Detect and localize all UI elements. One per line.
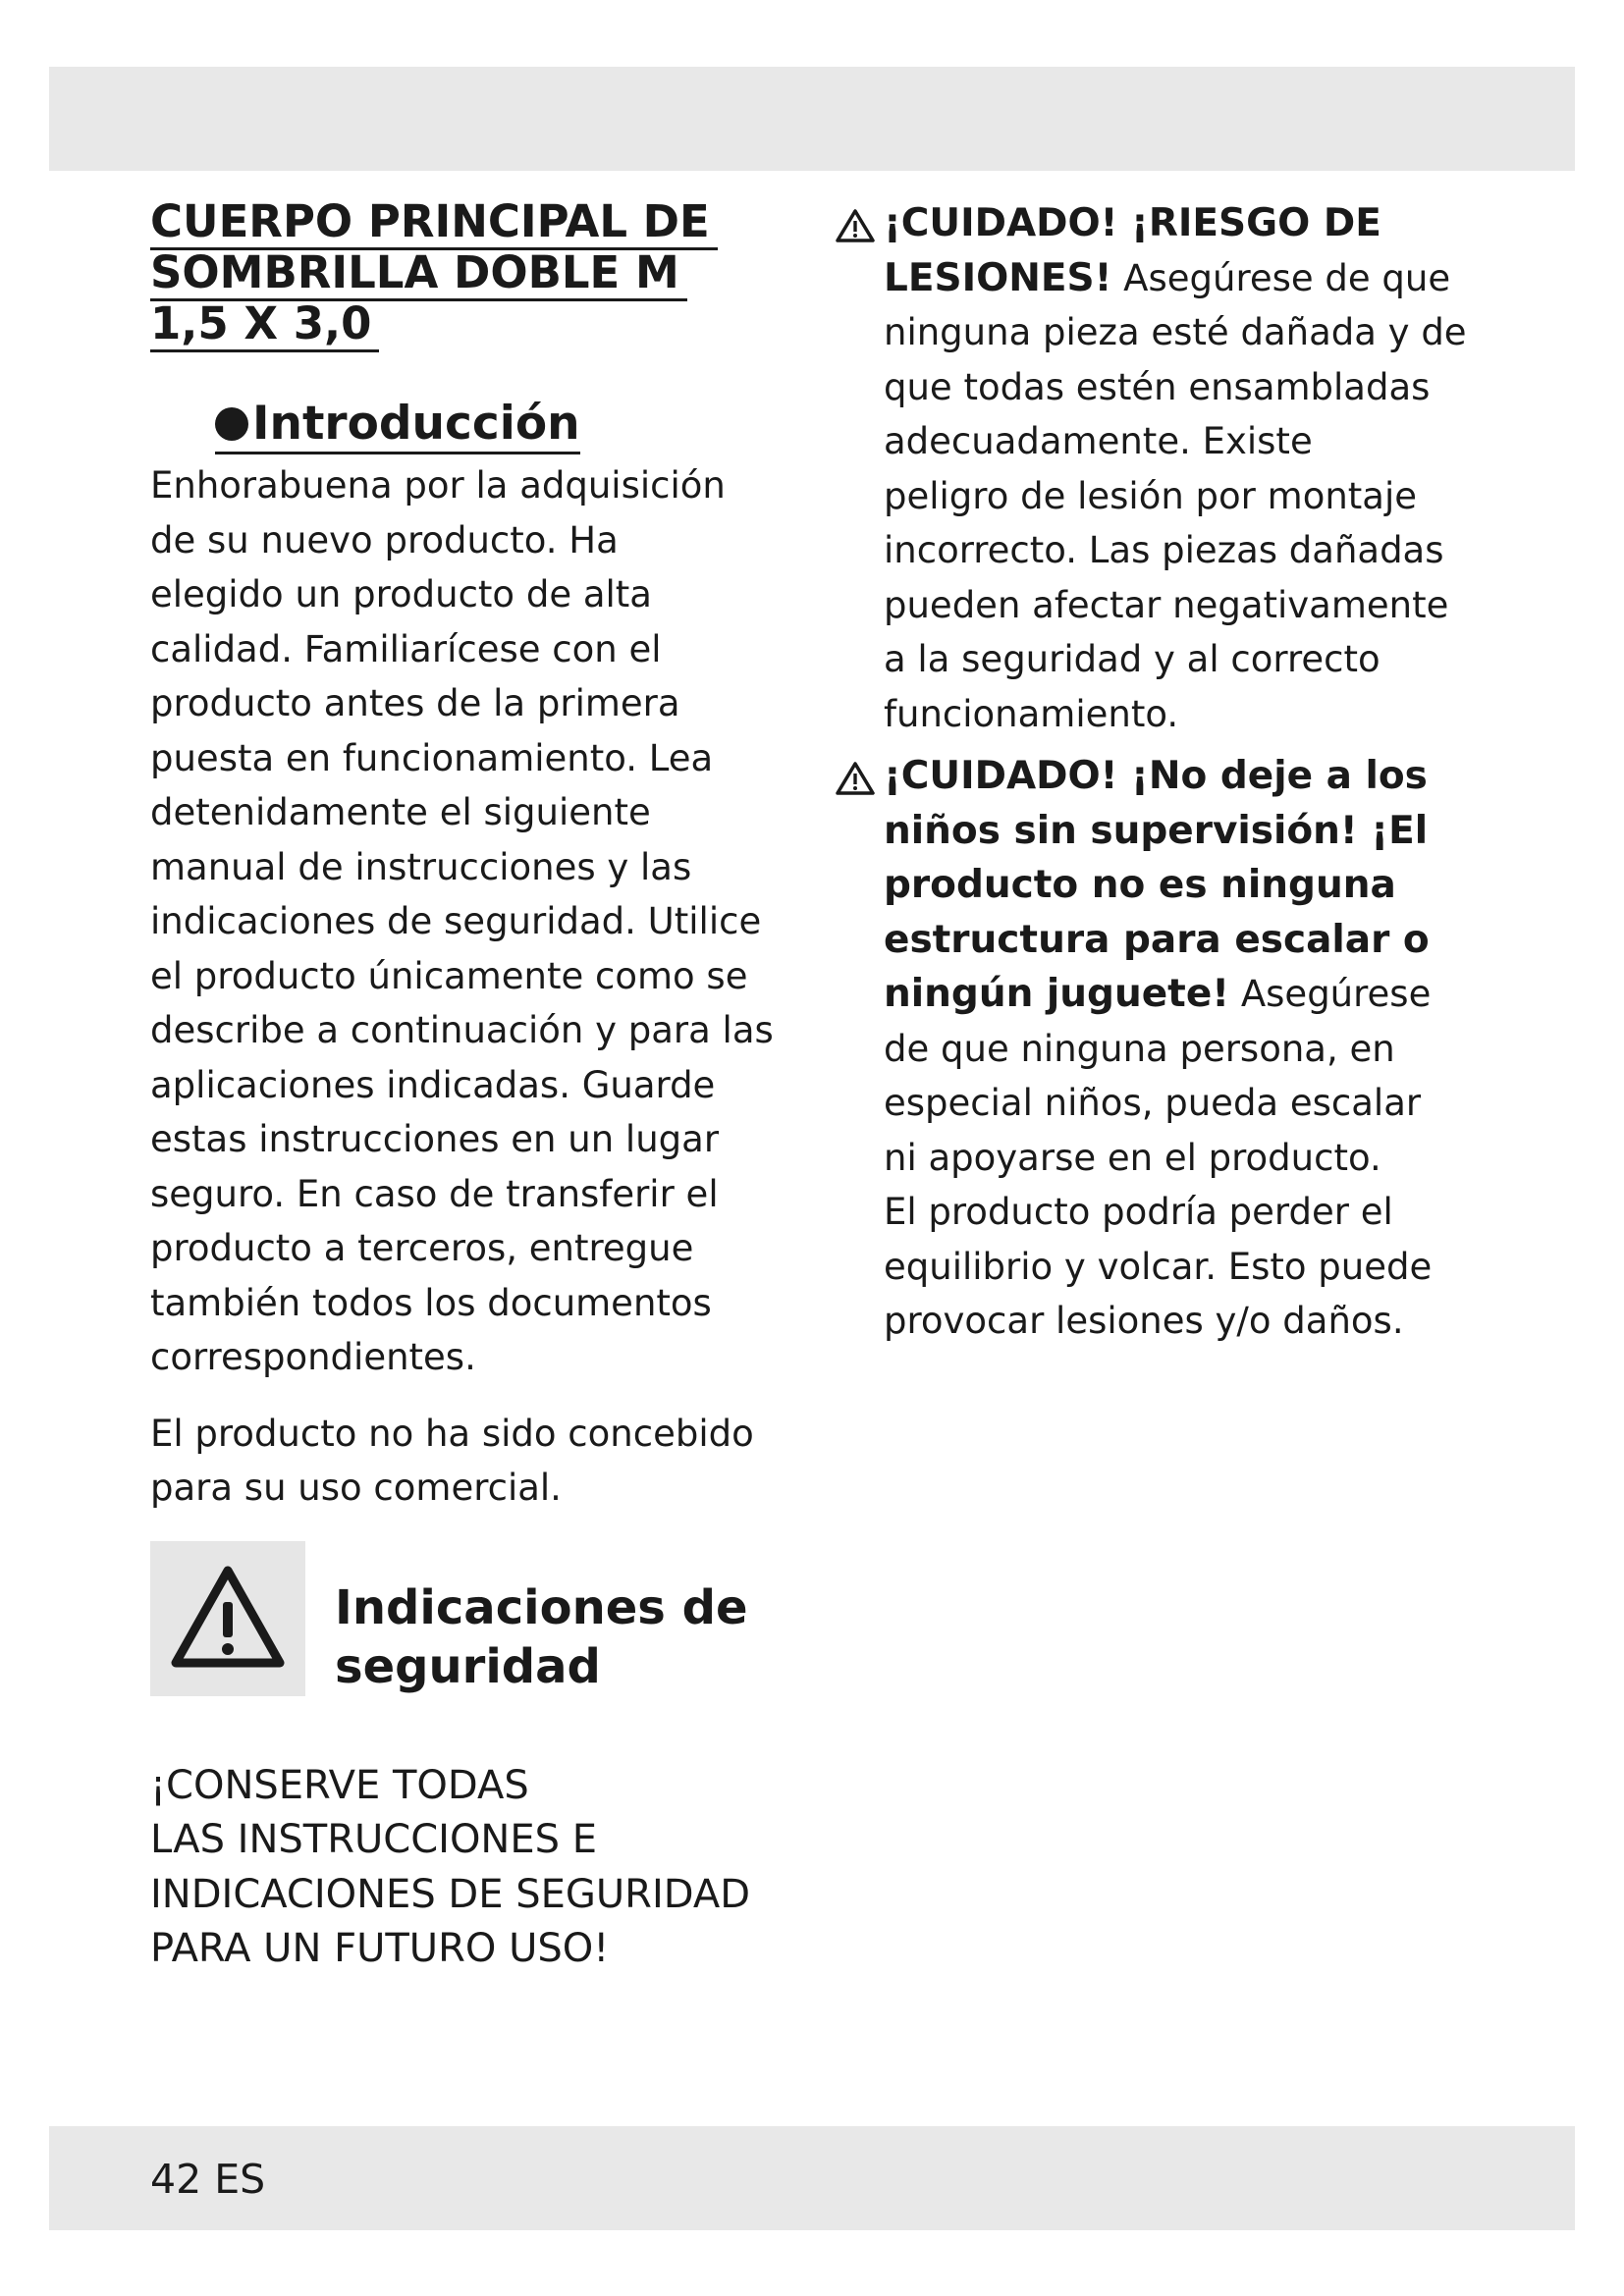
commercial-note-line: El producto no ha sido concebido [150, 1412, 754, 1455]
keep-instructions-line: ¡CONSERVE TODAS [150, 1762, 529, 1808]
footer-band [49, 2126, 1575, 2230]
intro-line: aplicaciones indicadas. Guarde [150, 1063, 716, 1106]
keep-instructions-line: INDICACIONES DE SEGURIDAD [150, 1871, 750, 1917]
commercial-note-line: para su uso comercial. [150, 1467, 562, 1509]
intro-line: seguro. En caso de transferir el [150, 1172, 719, 1215]
safety-heading-line: Indicaciones de [335, 1579, 748, 1635]
warning2-bold: producto no es ninguna [884, 863, 1396, 907]
warning2-bold: ¡CUIDADO! ¡No deje a los [884, 754, 1428, 798]
warning2-bold: niños sin supervisión! ¡El [884, 808, 1429, 853]
keep-instructions-line: PARA UN FUTURO USO! [150, 1926, 610, 1971]
keep-instructions-line: LAS INSTRUCCIONES E [150, 1817, 597, 1862]
warning1-line: que todas estén ensambladas [884, 365, 1431, 408]
intro-line: el producto únicamente como se [150, 954, 748, 997]
warning1-line: adecuadamente. Existe [884, 420, 1313, 462]
title-line-1: CUERPO PRINCIPAL DE [150, 195, 718, 250]
warning2-bold: estructura para escalar o [884, 917, 1430, 962]
header-band [49, 67, 1575, 171]
warning1-line: peligro de lesión por montaje [884, 474, 1418, 517]
warning1-line: pueden afectar negativamente [884, 583, 1449, 626]
warning-injury-risk [835, 196, 1483, 741]
left-column [150, 196, 798, 1977]
commercial-note [150, 1407, 798, 1516]
page-number: 42 ES [150, 2156, 266, 2203]
document-title [150, 196, 798, 349]
warning1-line: funcionamiento. [884, 692, 1179, 735]
warning-triangle-icon [150, 1541, 305, 1696]
intro-paragraph [150, 458, 798, 1385]
right-column [835, 196, 1483, 1349]
warning1-line: ninguna pieza esté dañada y de [884, 311, 1467, 353]
title-line-3: 1,5 X 3,0 [150, 297, 379, 352]
intro-line: elegido un producto de alta [150, 573, 652, 615]
warning2-bold: ningún juguete! [884, 972, 1230, 1016]
intro-heading-text: Introducción [252, 397, 580, 451]
warning1-inline-text: Asegúrese de que [1123, 256, 1451, 299]
intro-line: producto a terceros, entregue [150, 1227, 694, 1269]
warning1-bold: LESIONES! [884, 255, 1112, 300]
warning2-inline-text: Asegúrese [1240, 973, 1432, 1015]
intro-line: indicaciones de seguridad. Utilice [150, 900, 762, 942]
warning1-line: a la seguridad y al correcto [884, 638, 1380, 680]
intro-line: Enhorabuena por la adquisición [150, 464, 726, 507]
warning2-line: equilibrio y volcar. Esto puede [884, 1245, 1433, 1288]
intro-line: estas instrucciones en un lugar [150, 1118, 720, 1160]
intro-heading [215, 397, 580, 454]
warning2-line: de que ninguna persona, en [884, 1027, 1395, 1070]
intro-line: describe a continuación y para las [150, 1009, 774, 1051]
warning-triangle-small-icon [835, 208, 876, 243]
intro-line: detenidamente el siguiente [150, 791, 651, 833]
safety-heading [335, 1578, 748, 1696]
warning1-bold: ¡CUIDADO! ¡RIESGO DE [884, 201, 1381, 245]
safety-section-header [150, 1541, 798, 1698]
warning2-line: especial niños, pueda escalar [884, 1082, 1422, 1124]
title-line-2: SOMBRILLA DOBLE M [150, 246, 687, 301]
bullet-dot-icon [215, 407, 248, 441]
warning2-line: provocar lesiones y/o daños. [884, 1300, 1404, 1342]
intro-line: de su nuevo producto. Ha [150, 518, 619, 561]
keep-instructions-notice [150, 1759, 798, 1977]
warning2-line: El producto podría perder el [884, 1191, 1393, 1233]
warning-triangle-small-icon [835, 761, 876, 796]
intro-line: calidad. Familiarícese con el [150, 627, 662, 670]
intro-line: manual de instrucciones y las [150, 845, 692, 888]
warning1-line: incorrecto. Las piezas dañadas [884, 529, 1444, 571]
intro-line: puesta en funcionamiento. Lea [150, 736, 714, 779]
warning2-line: ni apoyarse en el producto. [884, 1136, 1381, 1179]
intro-line: también todos los documentos [150, 1281, 712, 1324]
intro-line: correspondientes. [150, 1336, 476, 1378]
safety-heading-line: seguridad [335, 1638, 601, 1694]
warning-children-supervision [835, 749, 1483, 1349]
intro-line: producto antes de la primera [150, 682, 680, 724]
